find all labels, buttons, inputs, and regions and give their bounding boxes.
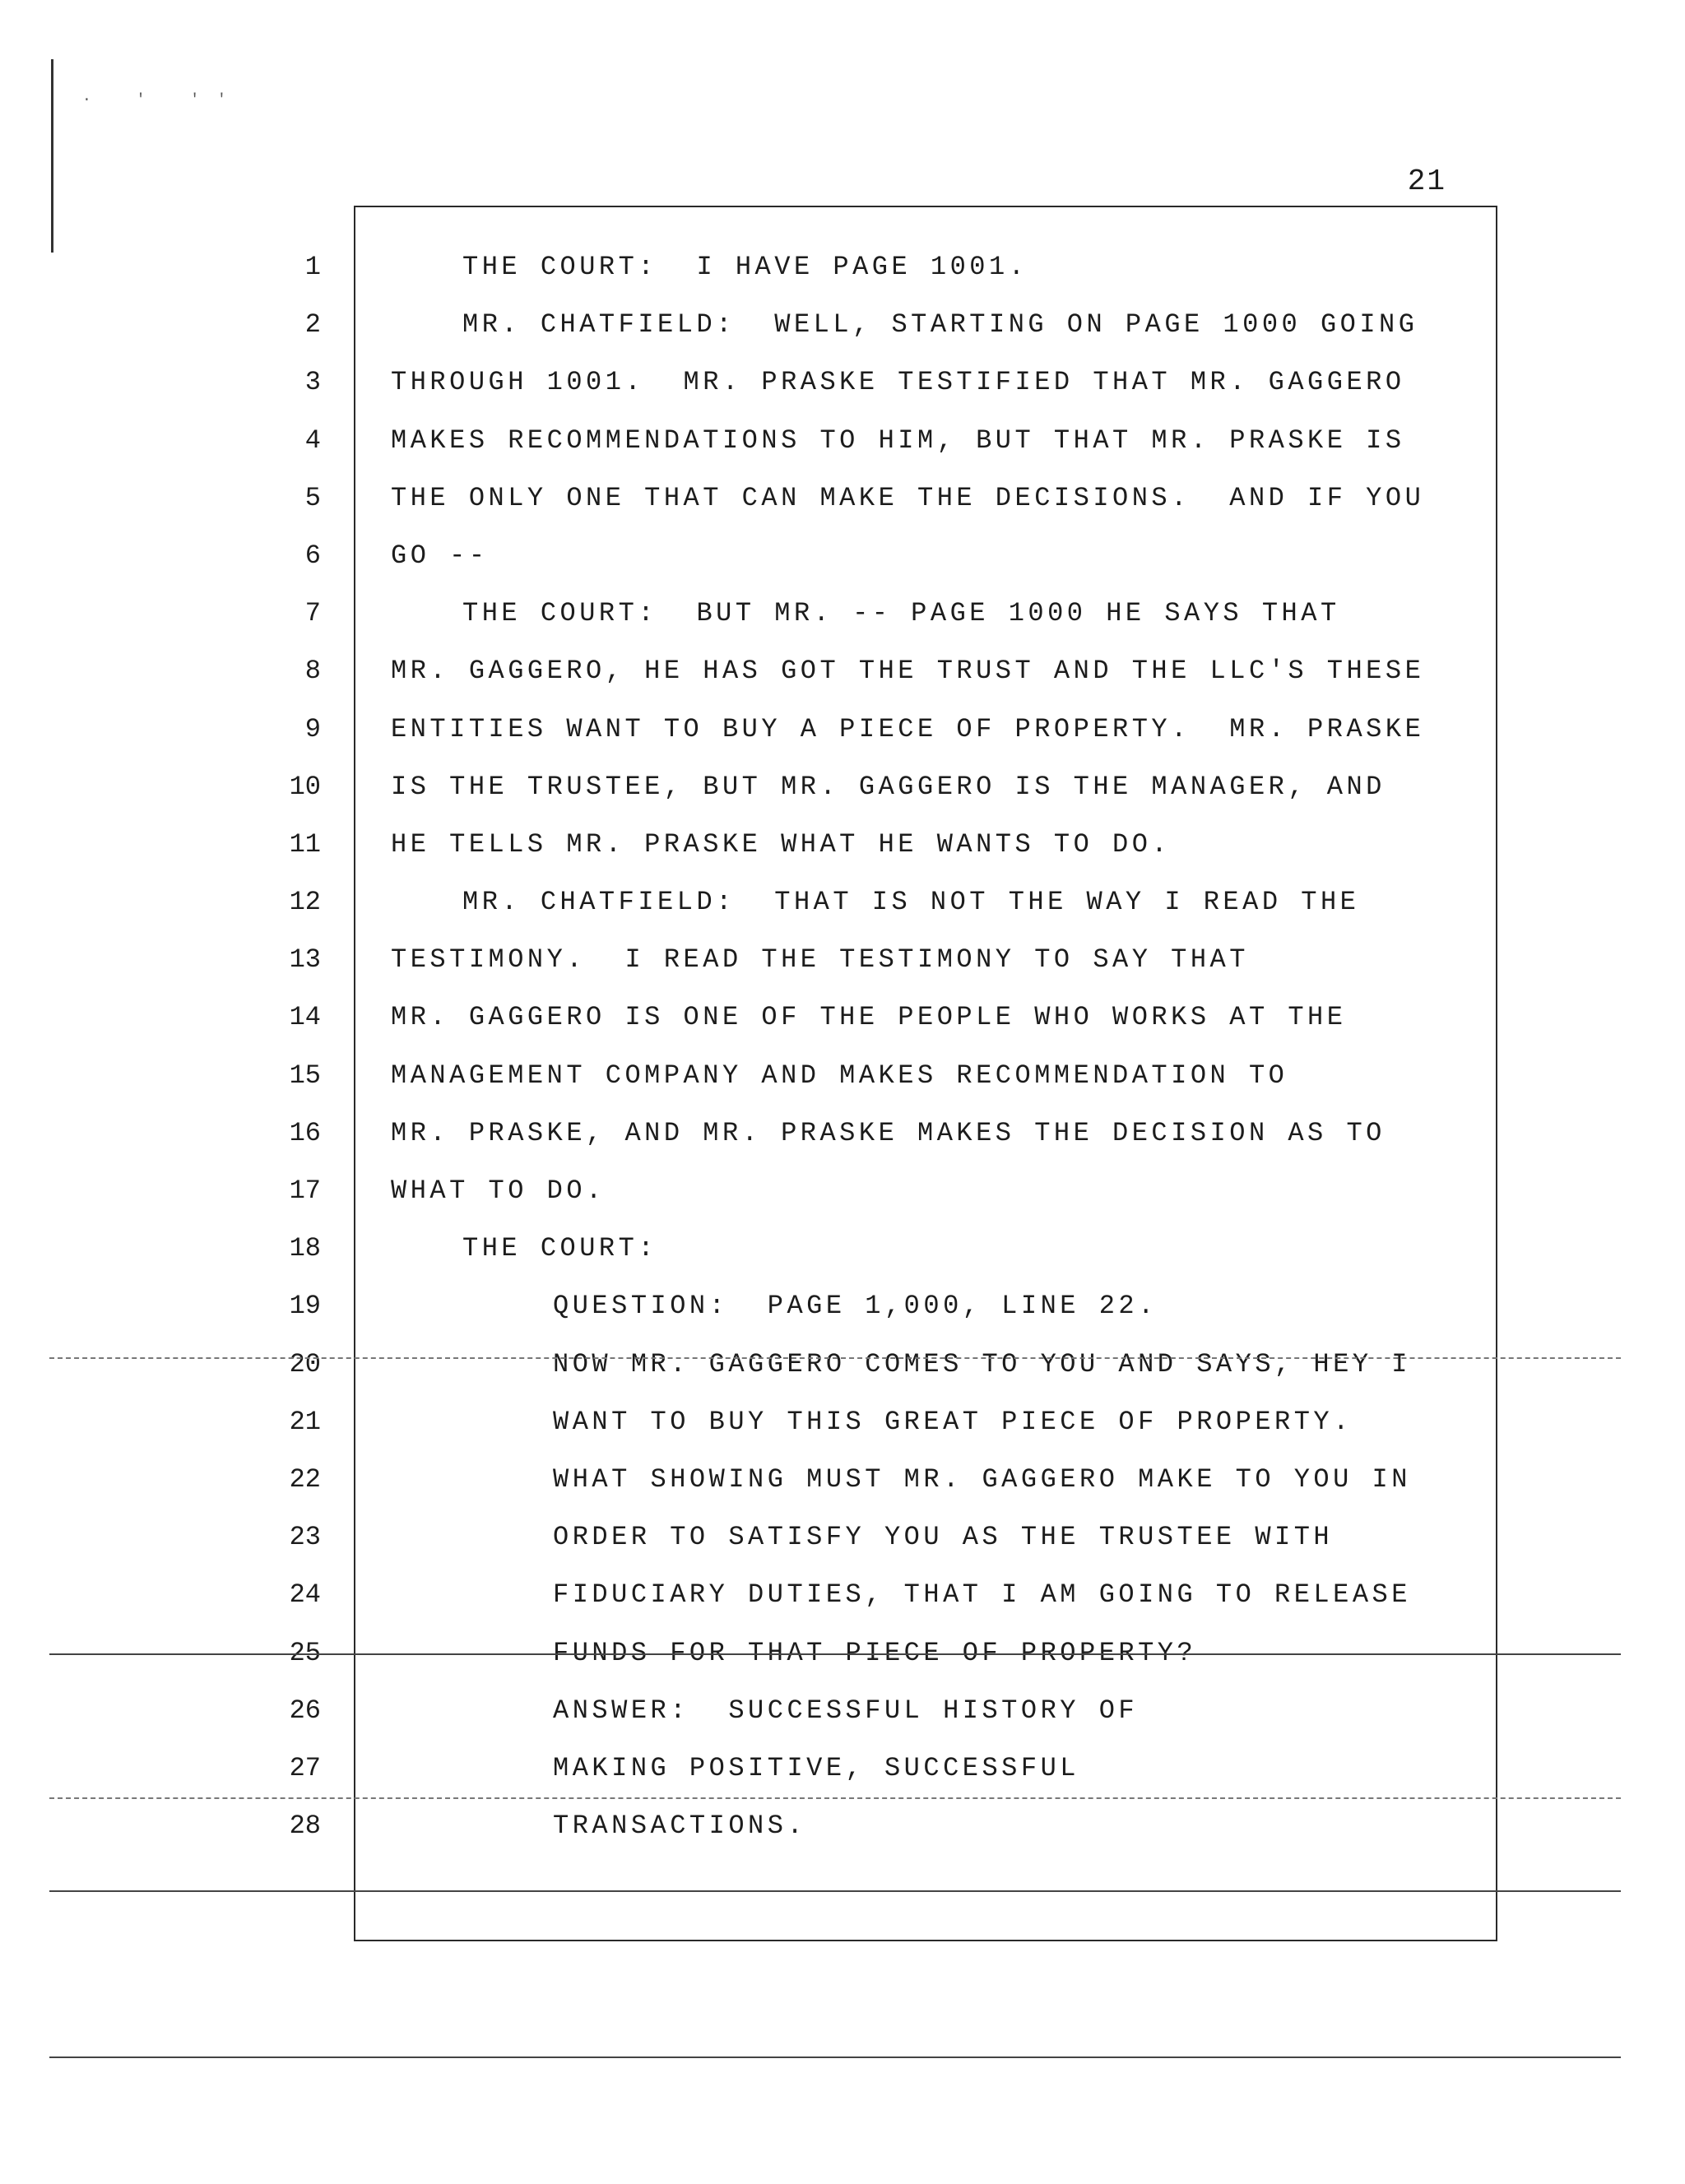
transcript-line	[0, 878, 1685, 935]
line-number: 9	[304, 713, 321, 744]
line-text: GO --	[391, 540, 489, 571]
transcript-line	[0, 474, 1685, 531]
line-number: 14	[289, 1002, 321, 1033]
transcript-line	[0, 1398, 1685, 1455]
transcript-line	[0, 1686, 1685, 1744]
line-number: 10	[289, 771, 321, 802]
line-text: THE ONLY ONE THAT CAN MAKE THE DECISIONS. AND IF YOU	[391, 482, 1425, 513]
line-text: MAKES RECOMMENDATIONS TO HIM, BUT THAT MR. PRASKE IS	[391, 424, 1405, 456]
line-number: 18	[289, 1233, 321, 1264]
line-text: MR. GAGGERO, HE HAS GOT THE TRUST AND THE LLC'S THESE	[391, 656, 1425, 687]
scan-artifact-line	[49, 2056, 1621, 2058]
scan-artifact-line	[49, 1653, 1621, 1655]
transcript-line	[0, 589, 1685, 647]
line-number: 13	[289, 944, 321, 976]
transcript-line	[0, 1801, 1685, 1859]
margin-rule	[51, 59, 53, 253]
transcript-line	[0, 993, 1685, 1050]
transcript-line	[0, 1166, 1685, 1224]
transcript-line	[0, 1744, 1685, 1801]
line-text: MR. CHATFIELD: WELL, STARTING ON PAGE 1000 GOING	[462, 309, 1418, 341]
transcript-line	[0, 763, 1685, 820]
line-number: 16	[289, 1117, 321, 1148]
line-text: THE COURT: I HAVE PAGE 1001.	[462, 252, 1028, 282]
line-number: 28	[289, 1811, 321, 1842]
line-text: QUESTION: PAGE 1,000, LINE 22.	[553, 1291, 1158, 1322]
line-text: MR. PRASKE, AND MR. PRASKE MAKES THE DECISION AS TO	[391, 1117, 1386, 1148]
line-text: THE COURT:	[462, 1233, 658, 1264]
transcript-line	[0, 647, 1685, 704]
line-text: MR. GAGGERO IS ONE OF THE PEOPLE WHO WORKS AT THE	[391, 1002, 1347, 1033]
line-text: IS THE TRUSTEE, BUT MR. GAGGERO IS THE MANAGER, AND	[391, 771, 1386, 802]
line-number: 23	[289, 1522, 321, 1553]
line-number: 22	[289, 1463, 321, 1495]
line-number: 27	[289, 1752, 321, 1783]
line-number: 19	[289, 1291, 321, 1322]
line-text: WHAT SHOWING MUST MR. GAGGERO MAKE TO YOU IN	[553, 1463, 1411, 1495]
line-text: FIDUCIARY DUTIES, THAT I AM GOING TO RELEASE	[553, 1579, 1411, 1611]
line-number: 2	[304, 309, 321, 341]
transcript-line	[0, 1051, 1685, 1109]
transcript-line	[0, 1629, 1685, 1686]
line-text: THE COURT: BUT MR. -- PAGE 1000 HE SAYS THAT	[462, 598, 1340, 629]
line-text: WHAT TO DO.	[391, 1175, 606, 1206]
line-text: FUNDS FOR THAT PIECE OF PROPERTY?	[553, 1637, 1197, 1668]
line-number: 25	[289, 1637, 321, 1668]
line-number: 26	[289, 1695, 321, 1726]
line-number: 7	[304, 598, 321, 629]
line-text: WANT TO BUY THIS GREAT PIECE OF PROPERTY.	[553, 1406, 1353, 1437]
transcript-line	[0, 1455, 1685, 1513]
line-number: 4	[304, 424, 321, 456]
line-number: 11	[289, 828, 321, 860]
line-number: 24	[289, 1579, 321, 1611]
transcript-line	[0, 1282, 1685, 1339]
line-text: NOW MR. GAGGERO COMES TO YOU AND SAYS, HEY I	[553, 1348, 1411, 1379]
line-text: ORDER TO SATISFY YOU AS THE TRUSTEE WITH	[553, 1522, 1334, 1553]
scan-specks: · ' ''	[82, 92, 244, 109]
transcript-line	[0, 358, 1685, 415]
line-number: 6	[304, 540, 321, 571]
line-number: 20	[289, 1348, 321, 1379]
scan-artifact-line	[49, 1797, 1621, 1799]
line-text: THROUGH 1001. MR. PRASKE TESTIFIED THAT MR. GAGGERO	[391, 367, 1405, 398]
line-text: MANAGEMENT COMPANY AND MAKES RECOMMENDATION TO	[391, 1060, 1288, 1091]
line-text: ANSWER: SUCCESSFUL HISTORY OF	[553, 1695, 1139, 1726]
transcript-line	[0, 1340, 1685, 1398]
transcript-body	[0, 243, 1685, 1859]
transcript-line	[0, 243, 1685, 300]
transcript-line	[0, 1224, 1685, 1282]
scan-artifact-line	[49, 1890, 1621, 1892]
transcript-line	[0, 531, 1685, 589]
transcript-line	[0, 1109, 1685, 1166]
transcript-line	[0, 416, 1685, 474]
line-number: 17	[289, 1175, 321, 1206]
line-text: ENTITIES WANT TO BUY A PIECE OF PROPERTY. MR. PRASKE	[391, 713, 1425, 744]
transcript-line	[0, 705, 1685, 763]
line-number: 21	[289, 1406, 321, 1437]
line-text: MR. CHATFIELD: THAT IS NOT THE WAY I READ THE	[462, 887, 1360, 918]
transcript-line	[0, 935, 1685, 993]
page-number: 21	[1407, 165, 1446, 198]
line-number: 15	[289, 1060, 321, 1091]
transcript-line	[0, 300, 1685, 358]
transcript-line	[0, 820, 1685, 878]
line-text: HE TELLS MR. PRASKE WHAT HE WANTS TO DO.	[391, 828, 1172, 860]
line-text: TRANSACTIONS.	[553, 1811, 807, 1842]
scan-artifact-line	[49, 1357, 1621, 1359]
line-number: 8	[304, 656, 321, 687]
line-number: 12	[289, 887, 321, 918]
line-number: 1	[304, 252, 321, 282]
line-number: 3	[304, 367, 321, 398]
line-text: MAKING POSITIVE, SUCCESSFUL	[553, 1752, 1079, 1783]
transcript-line	[0, 1570, 1685, 1628]
transcript-line	[0, 1513, 1685, 1570]
line-number: 5	[304, 482, 321, 513]
line-text: TESTIMONY. I READ THE TESTIMONY TO SAY THAT	[391, 944, 1249, 976]
